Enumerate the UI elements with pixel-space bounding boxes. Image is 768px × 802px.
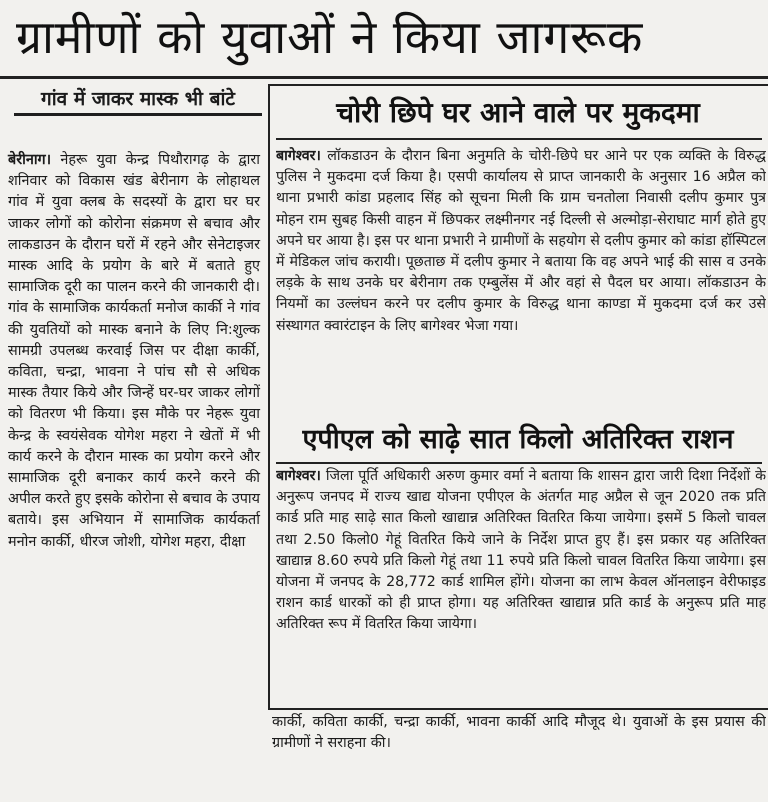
top-story-title-rule — [276, 138, 762, 140]
page-headline: ग्रामीणों को युवाओं ने किया जागरूक — [16, 10, 644, 64]
bottom-story-title: एपीएल को साढ़े सात किलो अतिरिक्त राशन — [302, 424, 734, 455]
left-story-continuation-text: कार्की, कविता कार्की, चन्द्रा कार्की, भावना कार्की आदि मौजूद थे। युवाओं के इस प्रयास की ग्रामीणों ने सराहना की। — [272, 714, 766, 752]
left-story-title: गांव में जाकर मास्क भी बांटे — [14, 82, 262, 116]
box-bottom-border — [268, 708, 768, 710]
bottom-story-text: जिला पूर्ति अधिकारी अरुण कुमार वर्मा ने बताया कि शासन द्वारा जारी दिशा निर्देशों के अनुरूप जनपद में राज्य खाद्य योजना एपीएल के अंतर्गत माह अप्रैल से जून 2020 तक प्रति कार्ड प्रति माह साढ़े सात किलो खाद्यान्न अतिरिक्त वितरित किया जायेगा। इसमें 5 किलो चावल तथा 2.50 किलो0 गेहूं वितरित किये जाने के निर्देश प्राप्त हुए हैं। इस प्रकार यह अतिरिक्त खाद्यान्न 8.60 रुपये प्रति किलो गेहूं तथा 11 रुपये प्रति किलो चावल वितरित किया जायेगा। इस योजना में जनपद के 28,772 कार्ड शामिल होंगे। योजना का लाभ केवल ऑनलाइन वेरीफाइड राशन कार्ड धारकों को ही प्राप्त होगा। यह अतिरिक्त खाद्यान्न प्रति कार्ड के अनुरूप प्रति माह अतिरिक्त रूप में वितरित किया जायेगा। — [276, 468, 766, 633]
left-story-text: नेहरू युवा केन्द्र पिथौरागढ़ के द्वारा शनिवार को विकास खंड बेरीनाग के लोहाथल गांव में युवा क्लब के सदस्यों के द्वारा घर घर जाकर लोगों को कोरोना संक्रमण से बचाव और लाकडाउन के दौरान घरों में रहने और सेनेटाइजर मास्क आदि के प्रयोग के बारे में बताते हुए सामाजिक दूरी का पालन करने की जानकारी दी। गांव के सामाजिक कार्यकर्ता मनोज कार्की ने गांव की युवतियों को मास्क बनाने के लिए नि:शुल्क सामग्री उपलब्ध करवाई जिस पर दीक्षा कार्की, कविता, चन्द्रा, भावना ने पांच सौ से अधिक मास्क तैयार किये और जिन्हें घर-घर जाकर लोगों को वितरण भी किया। इस मौके पर नेहरू युवा केन्द्र के स्वयंसेवक योगेश महरा ने खेतों में भी कार्य करने के दौरान मास्क का प्रयोग करने और सामाजिक दूरी बनाकर कार्य करने करने की अपील करते हुए इसके कोरोना से बचाव के उपाय बताये। इस अभियान में सामाजिक कार्यकर्ता मनोन कार्की, धीरज जोशी, योगेश महरा, दीक्षा — [8, 152, 260, 550]
top-story-dateline: बागेश्वर। — [276, 148, 321, 164]
bottom-story-title-rule — [276, 462, 762, 464]
top-story-text: लॉकडाउन के दौरान बिना अनुमति के चोरी-छिपे घर आने पर एक व्यक्ति के विरुद्ध पुलिस ने मुकदमा दर्ज किया है। एसपी कार्यालय से प्राप्त जानकारी के अनुसार 16 अप्रैल को थाना प्रभारी कांडा प्रहलाद सिंह को सूचना मिली कि ग्राम चनतोला निवासी दलीप कुमार पुत्र मोहन राम सुबह किसी वाहन में छिपकर लक्ष्मीनगर नई दिल्ली से अल्मोड़ा-सेराघाट मार्ग होते हुए अपने घर आया है। इस पर थाना प्रभारी ने ग्रामीणों के सहयोग से दलीप कुमार को कांडा हॉस्पिटल में मेडिकल जांच करायी। पूछताछ में दलीप कुमार ने बताया कि वह अपने भाई की सास व उनके लड़के के साथ उनके घर बेरीनाग तक एम्बुलेंस में और वहां से पैदल घर आया। लॉकडाउन के नियमों का उल्लंघन करने पर दलीप कुमार के विरुद्ध थाना काण्डा में मुकदमा दर्ज कर उसे संस्थागत क्वारंटाइन के लिए बागेश्वर भेजा गया। — [276, 148, 766, 334]
bottom-story-body — [276, 466, 766, 706]
box-left-border — [268, 84, 270, 710]
left-story-body — [0, 150, 264, 800]
left-story-dateline: बेरीनाग। — [8, 152, 52, 168]
headline-rule — [0, 76, 768, 79]
top-story-title: चोरी छिपे घर आने वाले पर मुकदमा — [336, 96, 700, 129]
box-top-border — [268, 84, 768, 86]
top-story-body — [276, 146, 766, 416]
bottom-story-dateline: बागेश्वर। — [276, 468, 321, 484]
left-story-continuation — [272, 712, 766, 800]
